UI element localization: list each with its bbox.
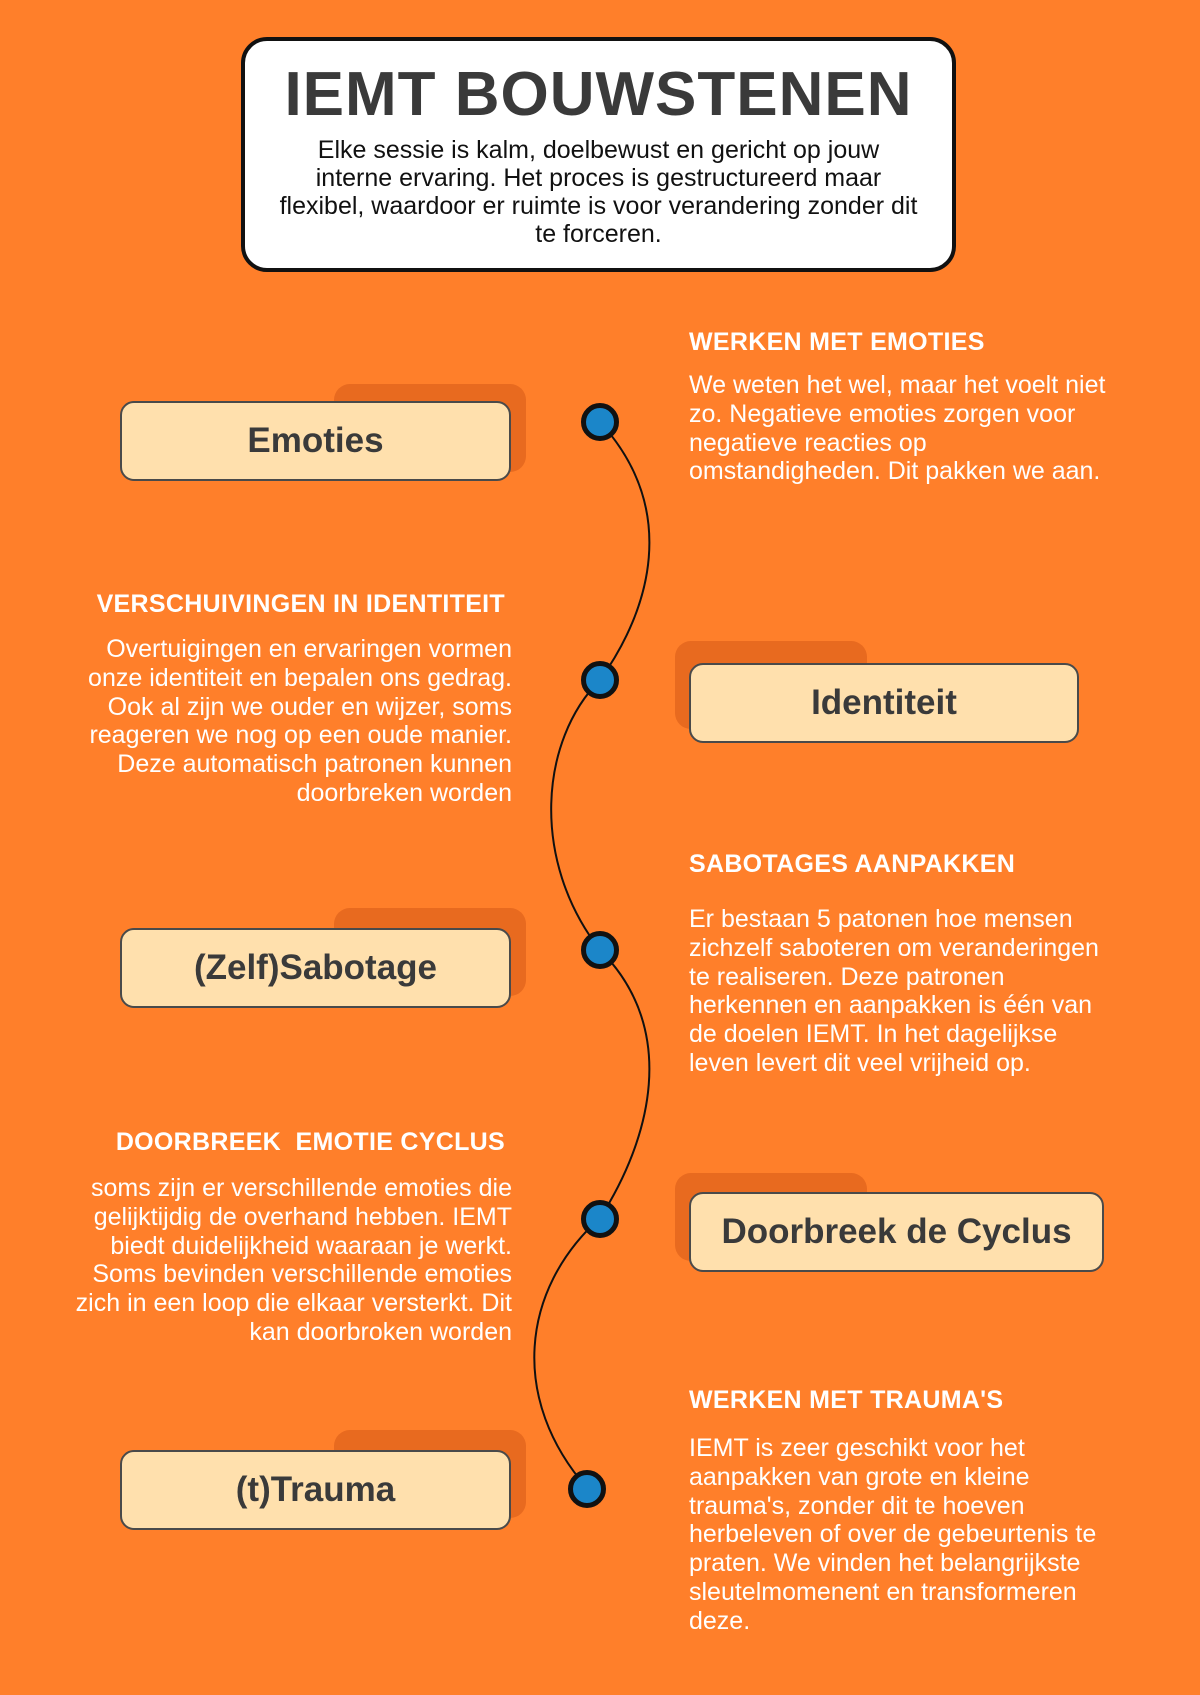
pill-trauma: (t)Trauma xyxy=(120,1450,511,1530)
section-body-emoties: We weten het wel, maar het voelt niet zo. Negatieve emoties zorgen voor negatieve reacties op omstandigheden. Dit pakken we aan. xyxy=(689,371,1106,486)
section-body-trauma: IEMT is zeer geschikt voor het aanpakken van grote en kleine trauma's, zonder dit te hoeven herbeleven of over de gebeurtenis te praten. We vinden het belangrijkste sleutelmomenent en transformeren deze. xyxy=(689,1434,1097,1635)
section-body-cyclus: soms zijn er verschillende emoties die gelijktijdig de overhand hebben. IEMT biedt duidelijkheid waaraan je werkt. Soms bevinden verschillende emoties zich in een loop die elkaar versterkt. Dit kan doorbroken worden xyxy=(75,1174,512,1346)
pill-emoties: Emoties xyxy=(120,401,511,481)
pill-identiteit: Identiteit xyxy=(689,663,1079,743)
timeline-node-identiteit xyxy=(581,661,619,699)
section-body-sabotage: Er bestaan 5 patonen hoe mensen zichzelf saboteren om veranderingen te realiseren. Deze patronen herkennen en aanpakken is één van de doelen IEMT. In het dagelijkse leven levert dit veel vrijheid op. xyxy=(689,905,1099,1077)
page-title: IEMT BOUWSTENEN xyxy=(284,60,913,129)
timeline-node-sabotage xyxy=(581,931,619,969)
section-title-identiteit: VERSCHUIVINGEN IN IDENTITEIT xyxy=(96,590,505,618)
section-title-cyclus: DOORBREEK EMOTIE CYCLUS xyxy=(115,1128,505,1156)
section-title-emoties: WERKEN MET EMOTIES xyxy=(689,328,985,356)
page-subtitle: Elke sessie is kalm, doelbewust en gericht op jouw interne ervaring. Het proces is gestructureerd maar flexibel, waardoor er ruimte is voor verandering zonder dit te forceren. xyxy=(279,136,918,249)
section-body-identiteit: Overtuigingen en ervaringen vormen onze identiteit en bepalen ons gedrag. Ook al zijn we ouder en wijzer, soms reageren we nog op een oude manier. Deze automatisch patronen kunnen doorbreken worden xyxy=(88,635,512,807)
timeline-node-emoties xyxy=(581,403,619,441)
section-title-trauma: WERKEN MET TRAUMA'S xyxy=(689,1386,1004,1414)
timeline-node-cyclus xyxy=(581,1200,619,1238)
section-title-sabotage: SABOTAGES AANPAKKEN xyxy=(689,850,1016,878)
pill-cyclus: Doorbreek de Cyclus xyxy=(689,1192,1104,1272)
pill-zelfsabotage: (Zelf)Sabotage xyxy=(120,928,511,1008)
timeline-node-trauma xyxy=(568,1470,606,1508)
